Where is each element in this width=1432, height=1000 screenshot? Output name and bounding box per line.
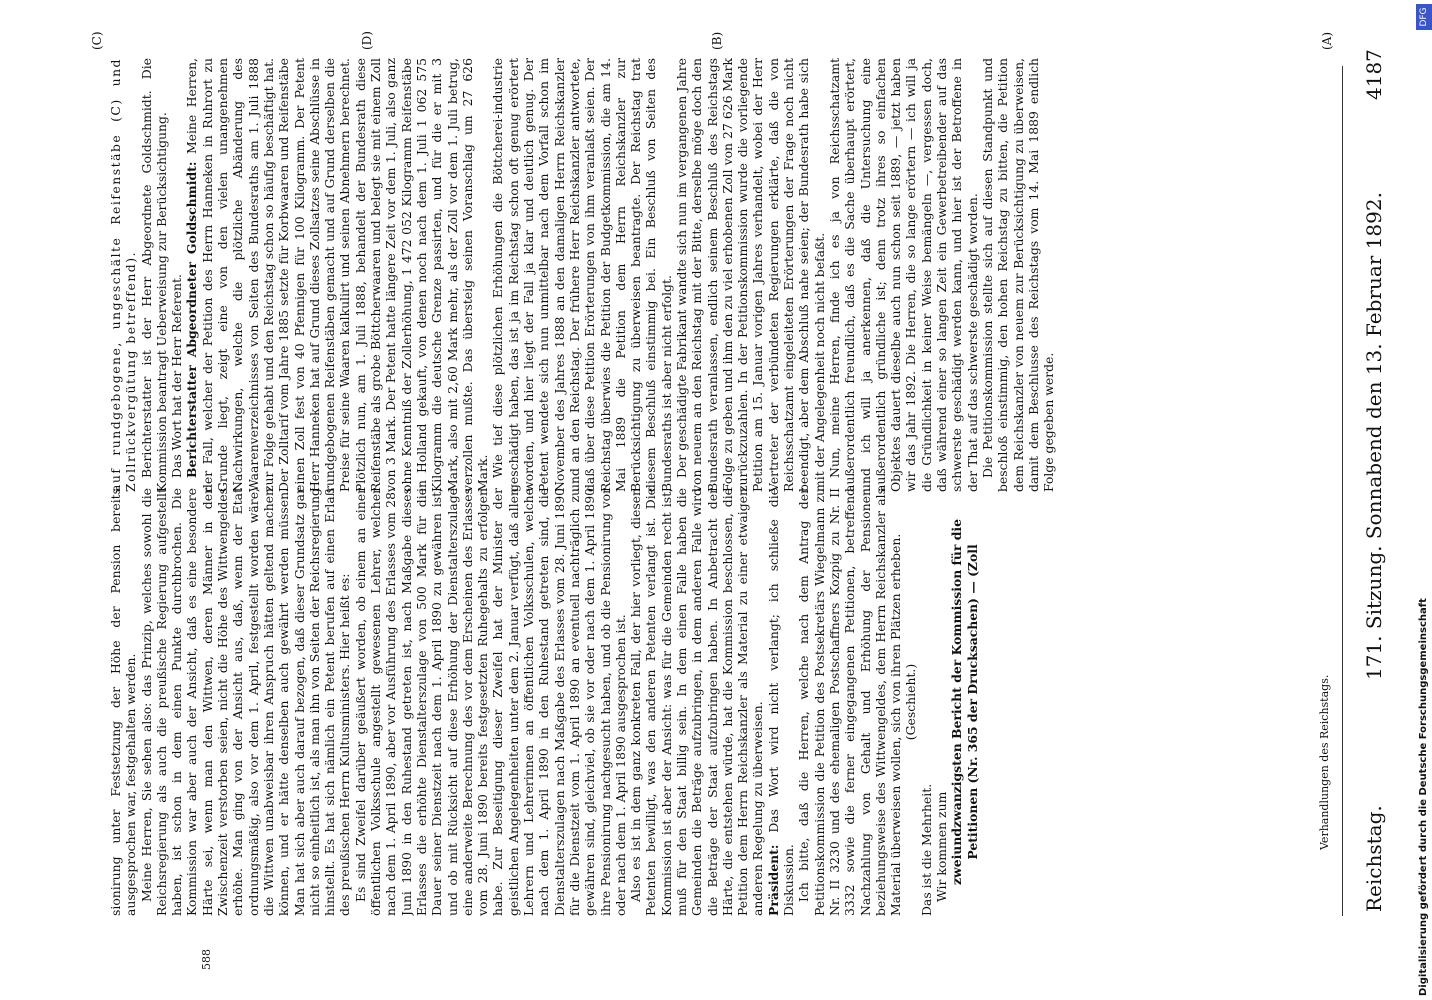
speaker-label: Präsident: bbox=[765, 844, 781, 916]
speech-text: Das Wort wird nicht verlangt; ich schließe die Diskussion. bbox=[765, 488, 797, 916]
dfg-logo: DFG bbox=[1416, 4, 1432, 30]
report-subject: auf rundgebogene, ungeschälte Reifenstäbe (C) und Zollrückvergütung betreffend). bbox=[108, 58, 139, 492]
speech-paragraph bbox=[766, 488, 797, 916]
header-middle: 171. Sitzung. Sonnabend den 13. Februar 1892. bbox=[1362, 192, 1386, 680]
header-rule bbox=[1342, 66, 1343, 916]
margin-mark-b: (B) bbox=[710, 31, 724, 50]
right-column bbox=[108, 58, 1333, 492]
paragraph: Nun, meine Herren, finde ich es ja von Reichsschatzamt außerordentlich freundlich, daß es die Sache überhaupt erörtert, und ich will ja anerkennen, daß die Untersuchung eine außerordentlich gründliche ist; denn trotz ihres so einfachen Objektes dauert dieselbe auch nun schon seit 1889, — jetzt haben wir das Jahr 1892. Die Herren, die so lange erörtern — ich will ja die Gründlichkeit in keiner Weise bemängeln —, vergessen doch, daß während einer so langen Zeit ein Gewerbetreibender auf das schwerste geschädigt werden kann, und hier ist der Betroffene in der That auf das schwerste geschädigt worden. bbox=[826, 58, 980, 492]
margin-mark-d: (D) bbox=[360, 31, 374, 50]
left-column bbox=[108, 488, 1333, 916]
report-heading: zweiundzwanzigsten Bericht der Kommission für die Petitionen (Nr. 365 der Drucksachen) — (Zoll bbox=[949, 519, 980, 885]
header-left: Reichstag. bbox=[1362, 805, 1386, 912]
speaker-label: Berichterstatter Abgeordneter Goldschmidt: bbox=[184, 161, 200, 478]
digitization-stamp: Digitalisierung gefördert durch die Deutsche Forschungsgemeinschaft bbox=[1418, 598, 1429, 996]
footer-left: Verhandlungen des Reichstags. bbox=[1318, 674, 1331, 850]
speech-text: Meine Herren, der Fall, welcher der Petition des Herrn Hanneken in Ruhrort zu Grunde liegt, zeigt eine von den vielen unangenehmen Nachwirkungen, welche die plötzliche Abänderung des Waarenverzeichnisses von Seiten des Bundesraths am 1. Juli 1888 zur Folge gehabt und den Reichstag schon so häufig beschäftigt hat. Der Zolltarif vom Jahre 1885 setzte für Korbwaaren und Reifenstäbe einen Zoll fest von 40 Pfennigen für 100 Kilogramm. Der Petent Herr Hanneken hat auf Grund dieses Zollsatzes seine Abschlüsse in rundgebogenen Reifenstäben gemacht und auf Grund derselben die Preise für seine Waaren kalkulirt und seinen Abnehmern berechnet. Plötzlich nun, am 1. Juli 1888, behandelt der Bundesrath diese Reifenstäbe als grobe Böttcherwaaren und belegt sie mit einem Zoll von 3 Mark. Der Petent hatte längere Zeit vor dem 1. Juli, also ganz ohne Kenntniß der Zollerhöhung, 1 472 052 Kilogramm Reifenstäbe in Holland gekauft, von denen noch nach dem 1. Juli 1 062 575 Kilogramm die deutsche Grenze passirten, und für die er mit 3 Mark, also mit 2,60 Mark mehr, als der Zoll vor dem 1. Juli betrug, verzollen mußte. Das übersteig seinen Voranschlag um 27 626 Mark. bbox=[184, 58, 491, 492]
paragraph: Ich bitte, daß die Herren, welche nach dem Antrag der Petitionskommission die Petition des Postsekretärs Wiegelmann zu Nr. II 3230 und des ehemaligen Postschaffners Kozpig zu Nr. II 3332 sowie die ferner eingegangenen Petitionen, betreffend Nachzahlung von Gehalt und Erhöhung der Pensionen beziehungsweise des Wittwengeldes, dem Herrn Reichskanzler als Material überweisen wollen, sich von ihren Plätzen erheben. bbox=[796, 488, 904, 916]
paragraph: Das Wort hat der Herr Referent. bbox=[169, 274, 185, 478]
quoted-decree: Es sind Zweifel darüber geäußert worden, ob einem an einer öffentlichen Volksschule angestellt gewesenen Lehrer, welcher nach dem 1. April 1890, aber vor Ausführung des Erlasses vom 28. Juni 1890 in den Ruhestand getreten ist, nach Maßgabe dieses Erlasses die erhöhte Dienstalterszulage von 500 Mark für die Dauer seiner Dienstzeit nach dem 1. April 1890 zu gewähren ist, und ob mit Rücksicht auf diese Erhöhung der Dienstalterszulage eine anderweite Berechnung des vor dem Erscheinen des Erlasses vom 28. Juni 1890 bereits festgesetzten Ruhegehalts zu erfolgen habe. Zur Beseitigung dieser Zweifel hat der Minister der geistlichen Angelegenheiten unter dem 2. Januar verfügt, daß allen Lehrern und Lehrerinnen an öffentlichen Volksschulen, welche nach dem 1. April 1890 in den Ruhestand getreten sind, die Dienstalterszulagen nach Maßgabe des Erlasses vom 28. Juni 1890 für die Dienstzeit vom 1. April 1890 an eventuell nachträglich zu gewähren sind, gleichviel, ob sie vor oder nach dem 1. April 1890 ihre Pensionirung nachgesucht haben, und ob die Pensionirung vor oder nach dem 1. April 1890 ausgesprochen ist. bbox=[352, 488, 628, 916]
paragraph: sionirung unter Festsetzung der Höhe der Pension bereits ausgesprochen war, festgehalten werden. bbox=[108, 488, 139, 916]
speech-paragraph bbox=[184, 58, 490, 492]
stage-direction: (Geschieht.) bbox=[903, 663, 919, 741]
paragraph: Die Petitionskommission stellte sich auf diesen Standpunkt und beschloß einstimmig, den hohen Reichstag zu bitten, die Petition dem Reichskanzler von neuem zur Berücksichtigung zu überweisen, damit dem Beschlusse des Reichstags vom 14. Mai 1889 endlich Folge gegeben werde. bbox=[979, 58, 1057, 492]
paragraph: Berichterstatter ist der Herr Abgeordnete Goldschmidt. Die Kommission beantragt Ueberweisung zur Berücksichtigung. bbox=[138, 58, 169, 492]
paragraph: Meine Herren, Sie sehen also: das Prinzip, welches sowohl die Reichsregierung als auch die preußische Regierung aufgestellt haben, ist schon in dem einen Punkte durchbrochen. Die Kommission war aber auch der Ansicht, daß es eine besondere Härte sei, wenn man den Wittwen, deren Männer in der Zwischenzeit verstorben seien, nicht die Höhe des Wittwengeldes erhöhe. Man ging von der Ansicht aus, daß, wenn der Etat ordnungsmäßig, also vor dem 1. April, festgestellt worden wäre, die Wittwen unabweisbar ihren Anspruch hätten geltend machen können, und er hätte denselben auch gewährt werden müssen. Man hat sich aber auch darauf bezogen, daß dieser Grundsatz gar nicht so einheitlich ist, als man ihn von Seiten der Reichsregierung hinstellt. Es hat sich nämlich ein Petent berufen auf einen Erlaß des preußischen Herrn Kultusministers. Hier heißt es: bbox=[138, 488, 353, 916]
margin-mark-c: (C) bbox=[90, 31, 104, 50]
paragraph: Das ist die Mehrheit. bbox=[918, 783, 934, 916]
page-number: 4187 bbox=[1362, 49, 1386, 100]
margin-mark-a: (A) bbox=[1320, 31, 1334, 50]
paragraph: Wir kommen zum bbox=[934, 791, 950, 902]
signature-number: 588 bbox=[200, 949, 213, 970]
paragraph: Also es ist in dem ganz konkreten Fall, der hier vorliegt, diesen Petenten bewilligt, was den anderen Petenten verlangt ist. Die Kommission ist aber der Ansicht: was für die Gemeinden recht ist, muß für den Staat billig sein. In dem einen Falle haben die Gemeinden die Beträge aufzubringen, in dem anderen Falle wird die Beträge der Staat aufzubringen haben. In Anbetracht der Härte, die entstehen würde, hat die Kommission beschlossen, die Petition dem Herrn Reichskanzler als Material zu einer etwaigen anderen Regelung zu überweisen. bbox=[628, 488, 766, 916]
paragraph: Wie tief diese plötzlichen Erhöhungen die Böttcherei-industrie geschädigt haben, das ist ja im Reichstag schon oft genug erörtert worden, und hier liegt der Fall ja klar und deutlich genug. Der Petent wendete sich nun unmittelbar nach dem Vorfall schon im November des Jahres 1888 an den damaligen Herrn Reichskanzler und an den Reichstag. Der frühere Herr Reichskanzler antwortete, daß über diese Petition Erörterungen von ihm veranlaßt seien. Der Reichstag überwies die Petition der Budgetkommission, die am 14. Mai 1889 die Petition dem Herrn Reichskanzler zur Berücksichtigung zu überweisen beantragte. Der Reichstag trat diesem Beschluß einstimmig bei. Ein Beschluß von Seiten des Bundesraths ist aber nicht erfolgt. bbox=[490, 58, 674, 492]
paragraph: Der geschädigte Fabrikant wandte sich nun im vergangenen Jahre von neuem an den Reichstag mit der Bitte, derselbe möge doch den Bundesrath veranlassen, endlich seinem Beschluß des Reichstags Folge zu geben und ihm den zu viel erhobenen Zoll von 27 626 Mark zurückzuzahlen. In der Petitionskommission wurde die vorliegende Petition am 15. Januar vorigen Jahres verhandelt, wobei der Herr Vertreter der verbündeten Regierungen erklärte, daß die von Reichsschatzamt eingeleiteten Erörterungen der Frage noch nicht beendigt, aber dem Abschluß nahe seien; der Bundesrath habe sich mit der Angelegenheit noch nicht befaßt. bbox=[673, 58, 827, 492]
